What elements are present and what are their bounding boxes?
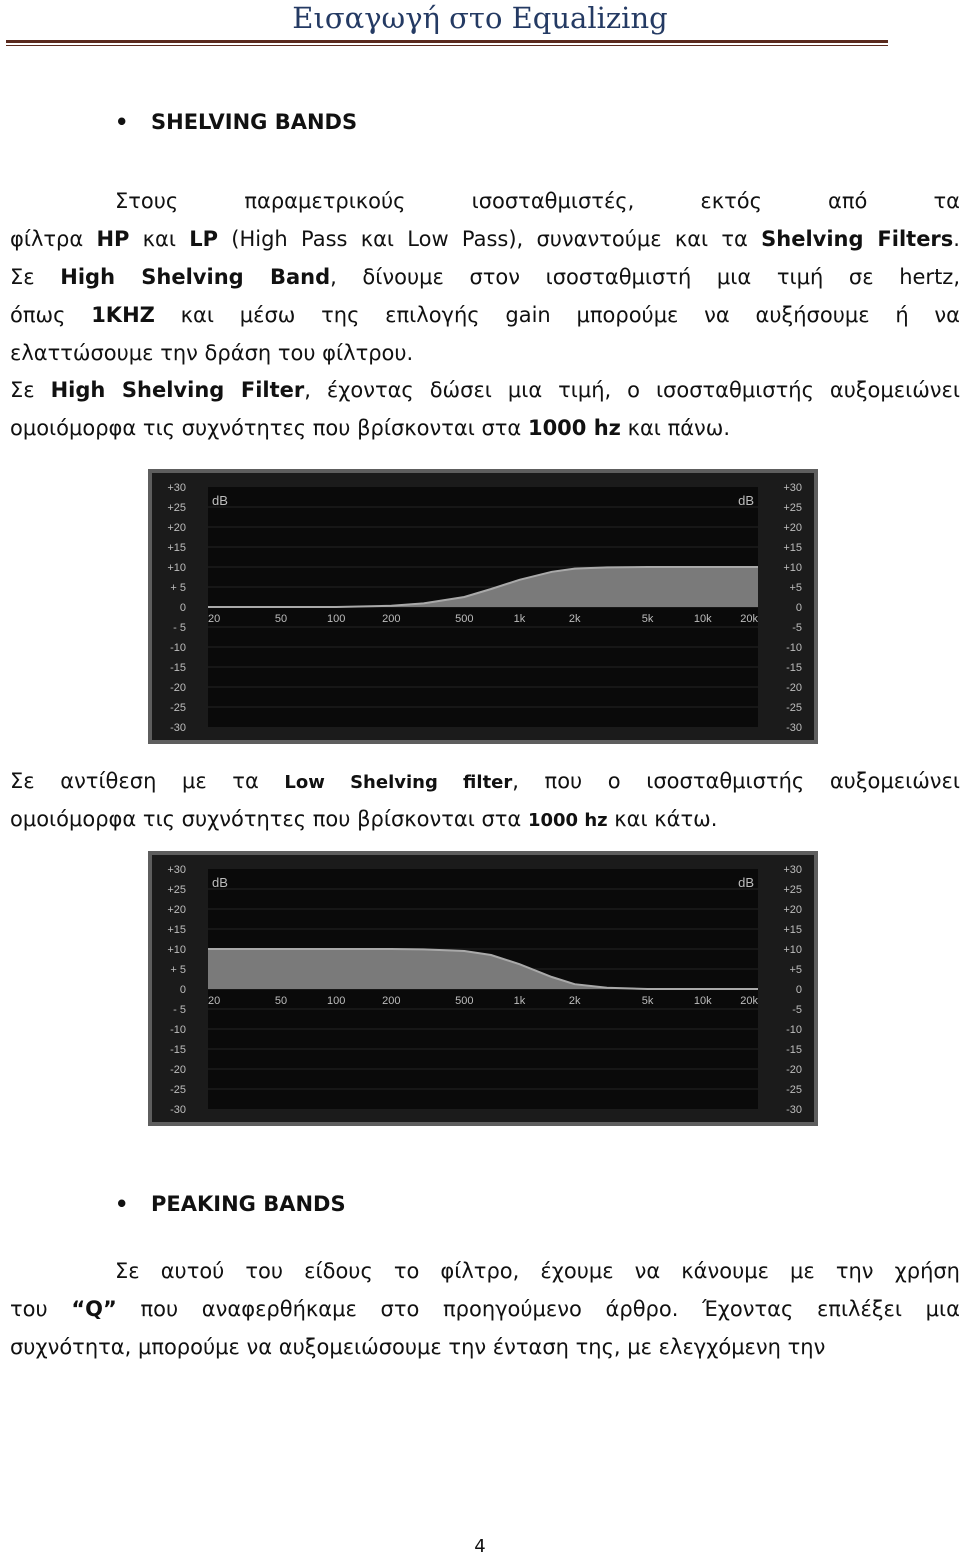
text-line: ομοιόμορφα τις συχνότητες που βρίσκονται στα 1000 hz και κάτω. [10,807,718,831]
y-tick-label-right: +30 [783,482,802,494]
y-tick-label-right: +25 [783,502,802,514]
y-tick-label-right: -30 [786,1104,802,1116]
y-tick-label-left: 0 [179,602,186,614]
y-tick-label-right: +20 [783,904,802,916]
y-tick-label-right: -20 [786,1064,802,1076]
bullet-icon: • [115,1192,129,1216]
text-line: Σε αντίθεση με τα Low Shelving filter, που ο ισοσταθμιστής αυξομειώνει [10,769,960,793]
section-heading-peaking [115,1192,346,1216]
x-tick-label: 500 [455,613,474,625]
text-line: ομοιόμορφα τις συχνότητες που βρίσκονται στα 1000 hz και πάνω. [10,416,731,440]
x-tick-label: 10k [693,613,712,625]
y-tick-label-left: +20 [167,522,186,534]
y-tick-label-left: -25 [170,702,186,714]
y-tick-label-right: +5 [789,964,802,976]
y-tick-label-right: -5 [792,1004,802,1016]
unit-label-right: dB [738,875,754,890]
x-tick-label: 200 [382,995,401,1007]
y-tick-label-right: +25 [783,884,802,896]
x-tick-label: 2k [568,995,581,1007]
x-tick-label: 1k [513,995,526,1007]
y-tick-label-right: +10 [783,944,802,956]
y-tick-label-left: +30 [167,864,186,876]
x-tick-label: 100 [326,613,346,625]
y-tick-label-left: +15 [167,542,186,554]
y-tick-label-left: -15 [170,662,186,674]
y-tick-label-right: 0 [795,602,802,614]
page-number: 4 [474,1536,486,1557]
y-tick-label-right: -25 [786,702,802,714]
paragraph-low-shelving [10,762,960,838]
y-tick-label-right: 0 [795,984,802,996]
text-line: Στους παραμετρικούς ισοσταθμιστές, εκτός από τα [115,189,960,213]
text-line: του “Q” που αναφερθήκαμε στο προηγούμενο άρθρο. Έχοντας επιλέξει μια [10,1297,960,1321]
y-tick-label-left: + 5 [170,582,186,594]
y-tick-label-left: +20 [167,904,186,916]
unit-label-right: dB [738,493,754,508]
x-tick-label: 20 [208,995,221,1007]
y-tick-label-left: 0 [179,984,186,996]
text-line: Σε High Shelving Filter, έχοντας δώσει μια τιμή, ο ισοσταθμιστής αυξομειώνει [10,378,960,402]
paragraph-peaking [10,1252,960,1366]
y-tick-label-left: -25 [170,1084,186,1096]
x-tick-label: 2k [568,613,581,625]
text-line: συχνότητα, μπορούμε να αυξομειώσουμε την ένταση της, με ελεγχόμενη την [10,1335,826,1359]
y-tick-label-left: -30 [170,1104,186,1116]
unit-label-left: dB [212,493,228,508]
y-tick-label-left: +10 [167,562,186,574]
x-tick-label: 20k [740,995,758,1007]
text-line: φίλτρα HP και LP (High Pass και Low Pass), συναντούμε και τα Shelving Filters. [10,227,960,251]
y-tick-label-left: +15 [167,924,186,936]
y-tick-label-right: +15 [783,924,802,936]
y-tick-label-left: +30 [167,482,186,494]
paragraph-high-shelving [10,371,960,447]
text-line: όπως 1KHZ και μέσω της επιλογής gain μπορούμε να αυξήσουμε ή να [10,303,960,327]
y-tick-label-right: +10 [783,562,802,574]
y-tick-label-right: -5 [792,622,802,634]
y-tick-label-right: -30 [786,722,802,734]
y-tick-label-left: +10 [167,944,186,956]
y-tick-label-left: +25 [167,884,186,896]
y-tick-label-left: - 5 [173,622,186,634]
x-tick-label: 5k [641,995,654,1007]
y-tick-label-left: - 5 [173,1004,186,1016]
y-tick-label-left: -10 [170,1024,186,1036]
y-tick-label-left: -20 [170,682,186,694]
x-tick-label: 50 [274,995,288,1007]
y-tick-label-left: -10 [170,642,186,654]
x-tick-label: 1k [513,613,526,625]
header-title: Εισαγωγή στο Equalizing [292,1,668,35]
y-tick-label-right: +5 [789,582,802,594]
y-tick-label-left: + 5 [170,964,186,976]
x-tick-label: 20k [740,613,758,625]
y-tick-label-right: -10 [786,642,802,654]
x-tick-label: 500 [455,995,474,1007]
bullet-icon: • [115,110,129,134]
y-tick-label-right: -20 [786,682,802,694]
y-tick-label-right: +15 [783,542,802,554]
x-tick-label: 20 [208,613,221,625]
y-tick-label-right: -10 [786,1024,802,1036]
y-tick-label-left: -15 [170,1044,186,1056]
x-tick-label: 200 [382,613,401,625]
x-tick-label: 5k [641,613,654,625]
section-heading-text: SHELVING BANDS [151,110,358,134]
header-rule [6,40,888,43]
y-tick-label-right: -15 [786,662,802,674]
y-tick-label-right: -25 [786,1084,802,1096]
low-shelving-eq-chart [148,851,818,1126]
section-heading-text: PEAKING BANDS [151,1192,346,1216]
x-tick-label: 50 [274,613,288,625]
text-line: Σε αυτού του είδους το φίλτρο, έχουμε να κάνουμε με την χρήση [115,1259,960,1283]
section-heading-shelving [115,110,357,134]
y-tick-label-right: +20 [783,522,802,534]
y-tick-label-left: +25 [167,502,186,514]
y-tick-label-right: +30 [783,864,802,876]
x-tick-label: 10k [693,995,712,1007]
unit-label-left: dB [212,875,228,890]
y-tick-label-left: -20 [170,1064,186,1076]
paragraph-shelving-intro [10,182,960,372]
x-tick-label: 100 [326,995,346,1007]
header-rule-thin [6,45,888,46]
high-shelving-eq-chart [148,469,818,744]
text-line: Σε High Shelving Band, δίνουμε στον ισοσταθμιστή μια τιμή σε hertz, [10,265,960,289]
y-tick-label-left: -30 [170,722,186,734]
text-line: ελαττώσουμε την δράση του φίλτρου. [10,341,414,365]
y-tick-label-right: -15 [786,1044,802,1056]
